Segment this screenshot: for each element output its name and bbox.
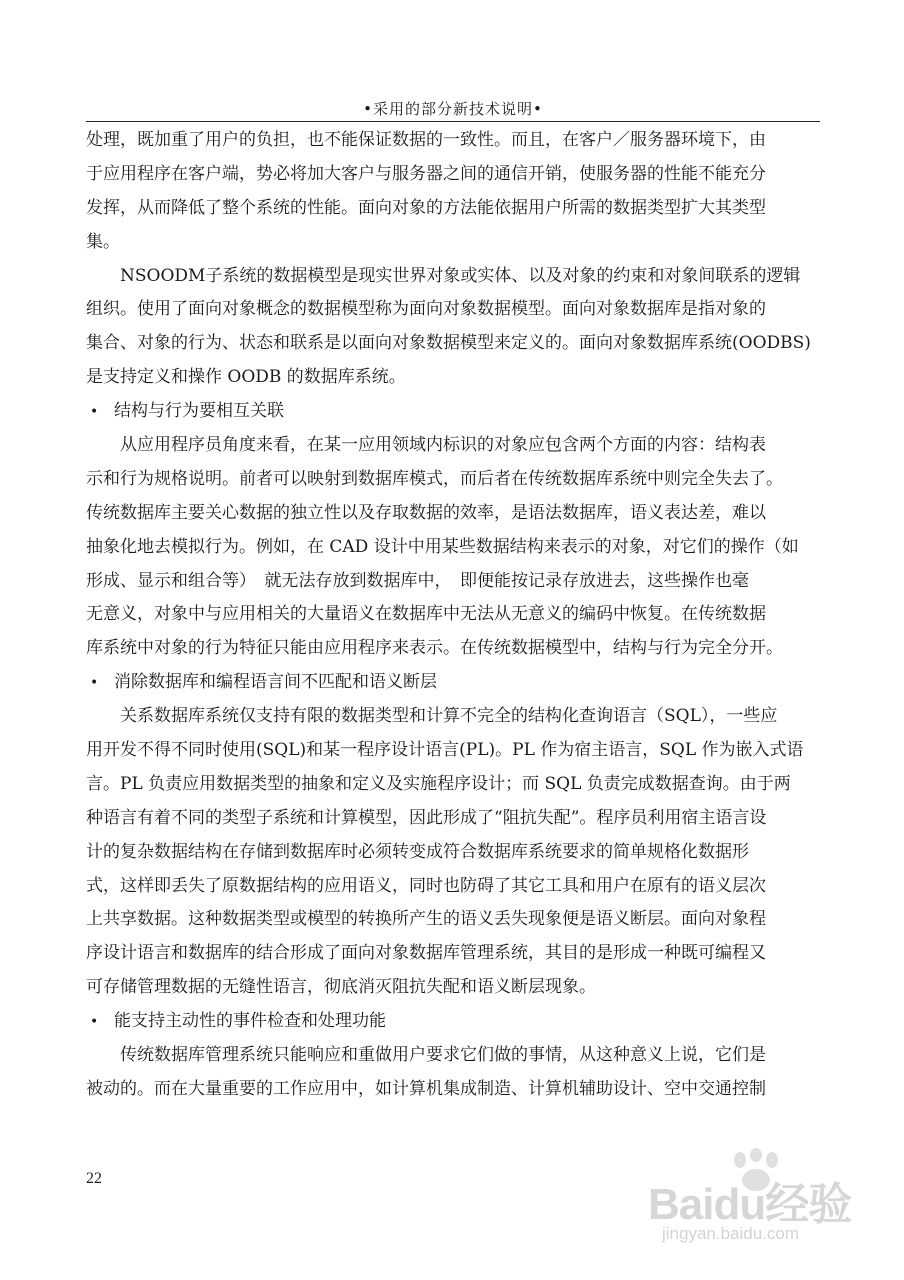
text-line: 抽象化地去模拟行为。例如，在 CAD 设计中用某些数据结构来表示的对象，对它们的操作（如 xyxy=(86,536,799,557)
bullet-heading-text: 结构与行为要相互关联 xyxy=(114,401,284,422)
text-line: 形成、显示和组合等） 就无法存放到数据库中， 即便能按记录存放进去，这些操作也毫 xyxy=(86,570,749,591)
text-line: 上共享数据。这种数据类型或模型的转换所产生的语义丢失现象便是语义断层。面向对象程 xyxy=(86,909,766,930)
bullet-icon: • xyxy=(90,404,99,421)
bullet-heading xyxy=(86,666,820,700)
bullet-icon: • xyxy=(90,675,99,692)
text-line: 集合、对象的行为、状态和联系是以面向对象数据模型来定义的。面向对象数据库系统(OODBS) xyxy=(86,333,811,354)
page-number: 22 xyxy=(86,1170,102,1187)
text-line: 传统数据库管理系统只能响应和重做用户要求它们做的事情，从这种意义上说，它们是 xyxy=(120,1045,766,1066)
text-line: 言。PL 负责应用数据类型的抽象和定义及实施程序设计；而 SQL 负责完成数据查询。由于两 xyxy=(86,773,791,794)
text-line: 无意义，对象中与应用相关的大量语义在数据库中无法从无意义的编码中恢复。在传统数据 xyxy=(86,604,766,625)
text-line: 式，这样即丢失了原数据结构的应用语义，同时也防碍了其它工具和用户在原有的语义层次 xyxy=(86,875,766,896)
text-line: 组织。使用了面向对象概念的数据模型称为面向对象数据模型。面向对象数据库是指对象的 xyxy=(86,299,766,320)
text-line: NSOODM子系统的数据模型是现实世界对象或实体、以及对象的约束和对象间联系的逻辑 xyxy=(120,265,801,286)
text-line: 关系数据库系统仅支持有限的数据类型和计算不完全的结构化查询语言（SQL），一些应 xyxy=(120,706,778,727)
text-line: 示和行为规格说明。前者可以映射到数据库模式，而后者在传统数据库系统中则完全失去了。 xyxy=(86,468,783,489)
baidu-watermark xyxy=(640,1148,870,1258)
text-line: 传统数据库主要关心数据的独立性以及存取数据的效率，是语法数据库，语义表达差，难以 xyxy=(86,502,766,523)
text-line: 可存储管理数据的无缝性语言，彻底消灭阻抗失配和语义断层现象。 xyxy=(86,977,596,998)
watermark-url: jingyan.baidu.com xyxy=(662,1224,800,1243)
running-header: •采用的部分新技术说明• xyxy=(363,100,543,118)
text-line: 处理，既加重了用户的负担，也不能保证数据的一致性。而且，在客户／服务器环境下，由 xyxy=(86,130,766,150)
bullet-icon: • xyxy=(90,1014,99,1031)
text-line: 种语言有着不同的类型子系统和计算模型，因此形成了“阻抗失配”。程序员利用宿主语言设 xyxy=(86,807,767,828)
bullet-heading-text: 能支持主动性的事件检查和处理功能 xyxy=(114,1011,386,1032)
text-line: 发挥，从而降低了整个系统的性能。面向对象的方法能依据用户所需的数据类型扩大其类型 xyxy=(86,197,766,218)
bullet-heading-text: 消除数据库和编程语言间不匹配和语义断层 xyxy=(114,672,437,693)
text-line: 被动的。而在大量重要的工作应用中，如计算机集成制造、计算机辅助设计、空中交通控制 xyxy=(86,1078,766,1099)
watermark-brand: Baidu经验 xyxy=(648,1180,852,1229)
bullet-heading xyxy=(86,1005,820,1039)
text-line: 计的复杂数据结构在存储到数据库时必须转变成符合数据库系统要求的简单规格化数据形 xyxy=(86,841,749,862)
header-rule xyxy=(86,121,820,122)
text-line: 用开发不得不同时使用(SQL)和某一程序设计语言(PL)。PL 作为宿主语言，SQL 作为嵌入式语 xyxy=(86,740,804,761)
text-line: 从应用程序员角度来看，在某一应用领域内标识的对象应包含两个方面的内容：结构表 xyxy=(120,435,766,456)
page-body xyxy=(86,124,820,1107)
text-line: 于应用程序在客户端，势必将加大客户与服务器之间的通信开销，使服务器的性能不能充分 xyxy=(86,163,766,184)
text-line: 是支持定义和操作 OODB 的数据库系统。 xyxy=(86,367,406,388)
text-line: 序设计语言和数据库的结合形成了面向对象数据库管理系统，其目的是形成一种既可编程又 xyxy=(86,943,766,964)
text-line: 库系统中对象的行为特征只能由应用程序来表示。在传统数据模型中，结构与行为完全分开。 xyxy=(86,638,783,659)
bullet-heading xyxy=(86,395,820,429)
text-line: 集。 xyxy=(86,231,120,252)
